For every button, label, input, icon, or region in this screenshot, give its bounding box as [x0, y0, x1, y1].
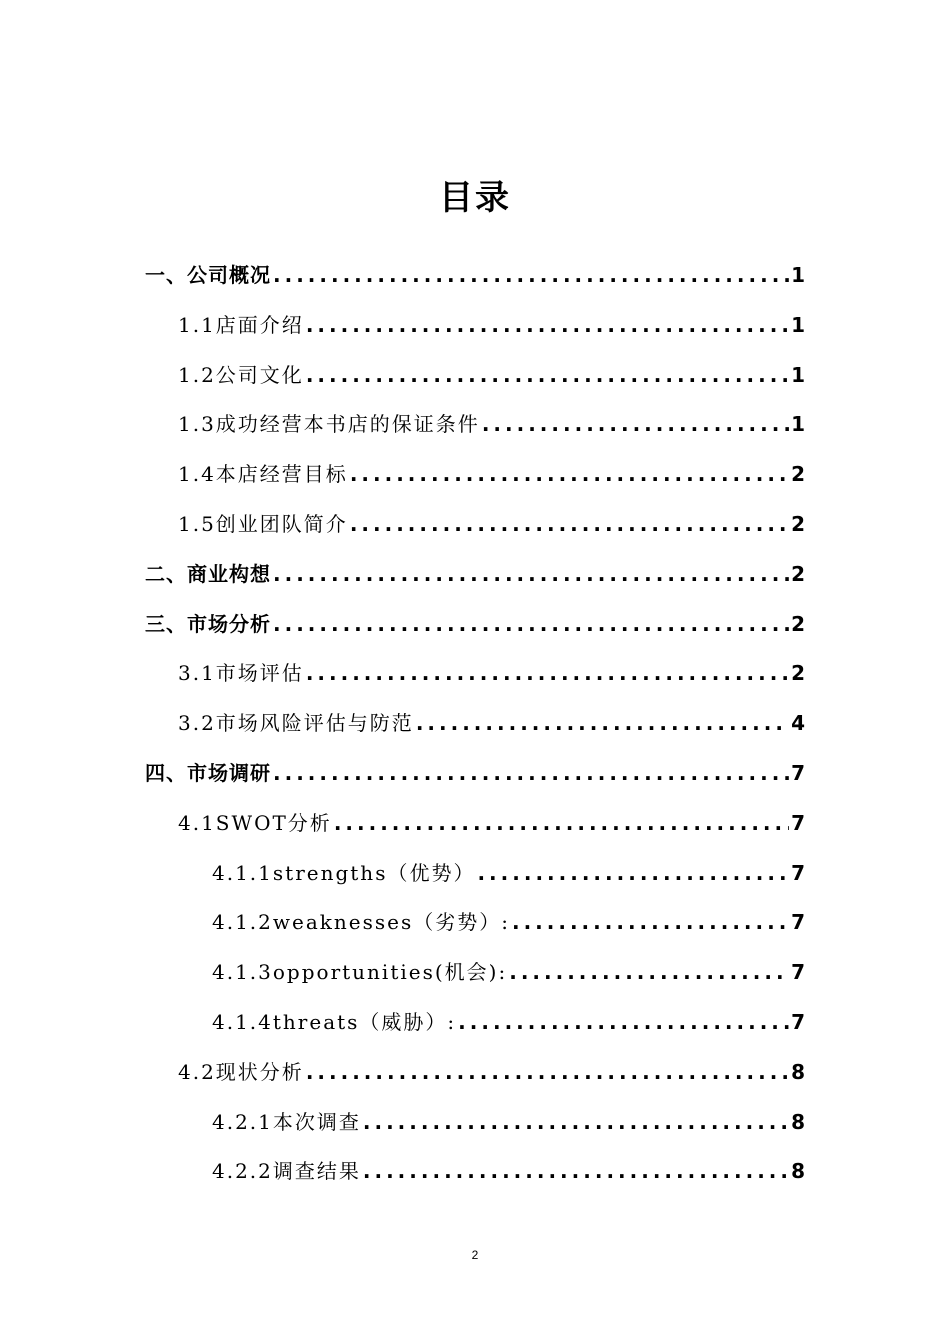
toc-dot-leader	[334, 810, 789, 836]
toc-entry-label: 4.2现状分析	[178, 1059, 304, 1084]
page-number: 2	[471, 1248, 479, 1262]
toc-entry[interactable]	[178, 348, 805, 388]
toc-entry[interactable]	[145, 597, 805, 637]
toc-dot-leader	[273, 611, 789, 637]
toc-entry[interactable]	[145, 547, 805, 587]
toc-entry-label: 4.1.2weaknesses（劣势）:	[212, 910, 510, 935]
toc-entry-label: 4.1.4threats（威胁）:	[212, 1010, 457, 1034]
toc-entry-page: 1	[791, 263, 805, 287]
toc-entry-page: 2	[791, 661, 805, 686]
toc-entry-label: 1.1店面介绍	[178, 312, 304, 337]
toc-dot-leader	[306, 660, 789, 686]
toc-dot-leader	[477, 860, 789, 886]
toc-entry-page: 2	[791, 561, 805, 586]
toc-entry-label: 3.2市场风险评估与防范	[178, 711, 414, 736]
toc-entry-label: 3.1市场评估	[178, 661, 304, 686]
toc-entry-page: 2	[791, 512, 805, 536]
toc-entry[interactable]	[212, 1144, 805, 1184]
toc-dot-leader	[416, 710, 789, 736]
toc-entry-page: 4	[791, 711, 805, 736]
toc-entry-label: 三、市场分析	[145, 611, 271, 636]
toc-dot-leader	[306, 312, 789, 338]
toc-entry-page: 7	[791, 960, 805, 985]
toc-dot-leader	[273, 561, 789, 587]
toc-entry[interactable]	[178, 696, 805, 736]
toc-entry[interactable]	[178, 646, 805, 686]
toc-entry-label: 4.2.1本次调查	[212, 1109, 361, 1134]
toc-entry-page: 1	[791, 362, 805, 387]
toc-dot-leader	[273, 760, 789, 786]
toc-entry-label: 4.1SWOT分析	[178, 810, 332, 835]
toc-entry-label: 二、商业构想	[145, 561, 271, 586]
toc-entry[interactable]	[178, 298, 805, 338]
toc-dot-leader	[482, 411, 789, 437]
toc-entry-page: 1	[791, 312, 805, 337]
toc-dot-leader	[273, 262, 789, 288]
toc-entry-label: 1.2公司文化	[178, 362, 304, 387]
toc-entry-page: 8	[791, 1059, 805, 1084]
toc-entry-page: 8	[791, 1109, 805, 1134]
toc-entry[interactable]	[178, 397, 805, 437]
toc-entry-label: 4.1.3opportunities(机会):	[212, 960, 508, 985]
toc-entry-page: 7	[791, 761, 805, 785]
toc-dot-leader	[512, 909, 789, 935]
toc-title: 目录	[439, 178, 511, 218]
toc-entry[interactable]	[178, 497, 805, 537]
toc-entry[interactable]	[212, 995, 805, 1035]
toc-dot-leader	[350, 461, 789, 487]
toc-entry-label: 4.2.2调查结果	[212, 1159, 361, 1184]
toc-entry-page: 2	[791, 462, 805, 487]
toc-entry[interactable]	[178, 796, 805, 836]
toc-entry-page: 7	[791, 860, 805, 885]
toc-entry[interactable]	[212, 846, 805, 886]
toc-entry-page: 1	[791, 412, 805, 437]
toc-dot-leader	[363, 1158, 789, 1184]
toc-entry-page: 7	[791, 1010, 805, 1034]
toc-entry-label: 1.3成功经营本书店的保证条件	[178, 412, 480, 437]
toc-entry[interactable]	[212, 895, 805, 935]
toc-entry-page: 7	[791, 910, 805, 935]
toc-entry-page: 8	[791, 1159, 805, 1184]
toc-entry-label: 四、市场调研	[145, 761, 271, 785]
toc-dot-leader	[306, 362, 789, 388]
toc-entry-page: 7	[791, 810, 805, 835]
toc-dot-leader	[306, 1059, 789, 1085]
toc-entry-label: 4.1.1strengths（优势）	[212, 860, 476, 885]
toc-entry[interactable]	[145, 248, 805, 288]
toc-dot-leader	[350, 511, 789, 537]
toc-dot-leader	[363, 1109, 789, 1135]
toc-entry[interactable]	[178, 1045, 805, 1085]
toc-entry[interactable]	[145, 746, 805, 786]
toc-entry-label: 1.5创业团队简介	[178, 512, 348, 536]
toc-entry[interactable]	[212, 945, 805, 985]
toc-dot-leader	[509, 959, 789, 985]
toc-entry-page: 2	[791, 611, 805, 636]
toc-entry-label: 1.4本店经营目标	[178, 462, 348, 487]
toc-entry[interactable]	[212, 1095, 805, 1135]
toc-entry-label: 一、公司概况	[145, 263, 271, 287]
toc-dot-leader	[458, 1009, 789, 1035]
toc-entry[interactable]	[178, 447, 805, 487]
